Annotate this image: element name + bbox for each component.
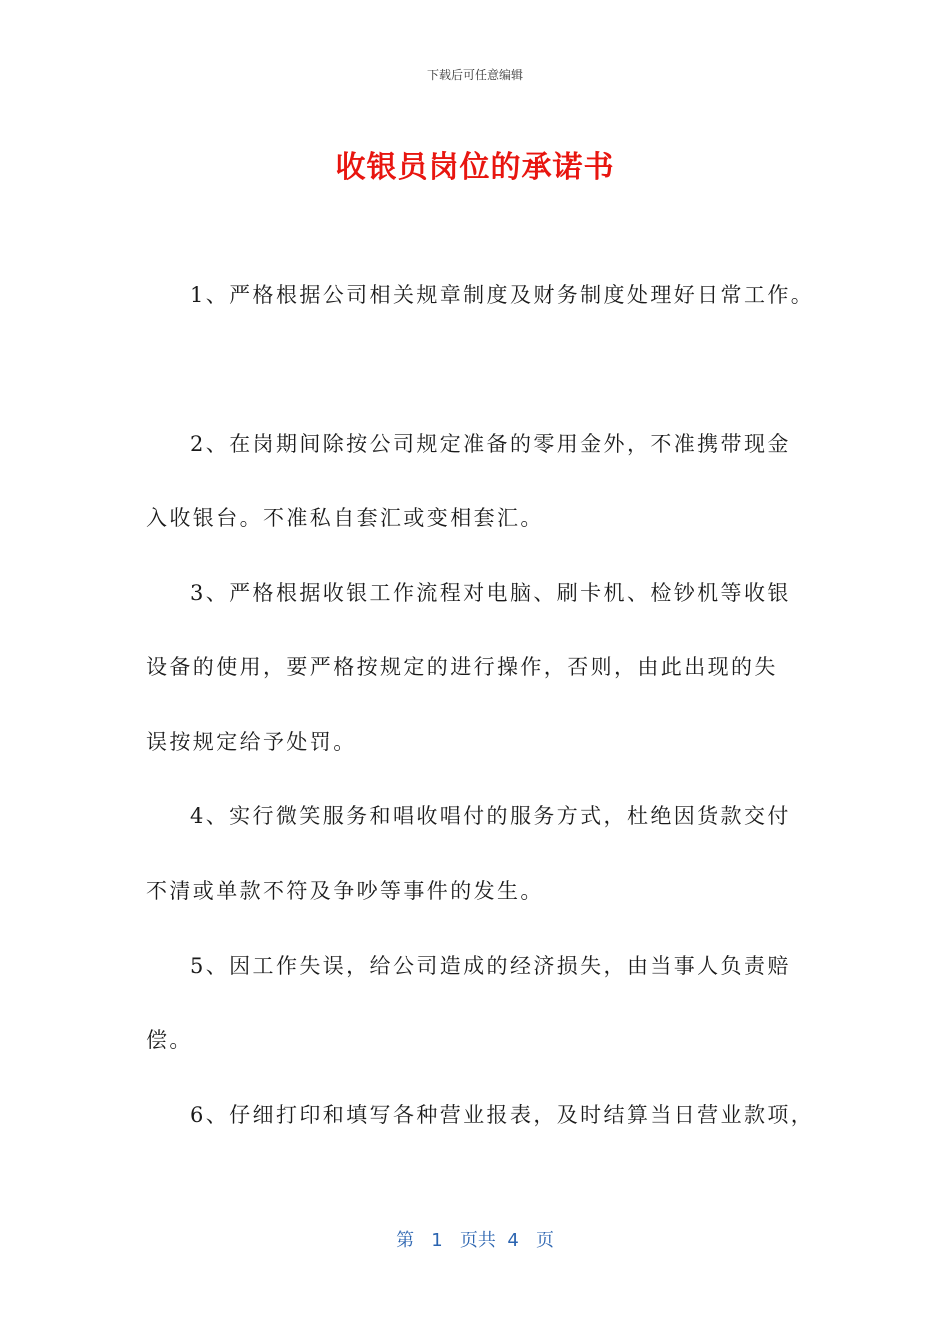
footer-total-pages: 4 xyxy=(507,1230,519,1251)
paragraph-line: 5、因工作失误，给公司造成的经济损失，由当事人负责赔 xyxy=(190,954,791,978)
header-note: 下载后可任意编辑 xyxy=(426,68,523,82)
paragraph-line: 设备的使用，要严格按规定的进行操作，否则，由此出现的失 xyxy=(146,655,778,679)
paragraph-line: 入收银台。不准私自套汇或变相套汇。 xyxy=(146,506,544,530)
paragraph-line: 3、严格根据收银工作流程对电脑、刷卡机、检钞机等收银 xyxy=(190,581,791,605)
footer-page-prefix: 第 xyxy=(396,1230,415,1251)
paragraph-line: 4、实行微笑服务和唱收唱付的服务方式，杜绝因货款交付 xyxy=(190,804,791,828)
paragraph-line: 6、仔细打印和填写各种营业报表，及时结算当日营业款项， xyxy=(190,1103,815,1127)
footer-page-mid: 页共 xyxy=(459,1230,496,1251)
document-title: 收银员岗位的承诺书 xyxy=(335,150,615,185)
paragraph-line: 1、严格根据公司相关规章制度及财务制度处理好日常工作。 xyxy=(190,283,815,307)
paragraph-line: 偿。 xyxy=(146,1028,193,1052)
paragraph-line: 2、在岗期间除按公司规定准备的零用金外，不准携带现金 xyxy=(190,432,791,456)
footer-page-number: 1 xyxy=(431,1230,443,1251)
footer-page-suffix: 页 xyxy=(535,1230,554,1251)
paragraph-line: 误按规定给予处罚。 xyxy=(146,730,357,754)
page-footer xyxy=(0,1226,950,1252)
paragraph-line: 不清或单款不符及争吵等事件的发生。 xyxy=(146,879,544,903)
